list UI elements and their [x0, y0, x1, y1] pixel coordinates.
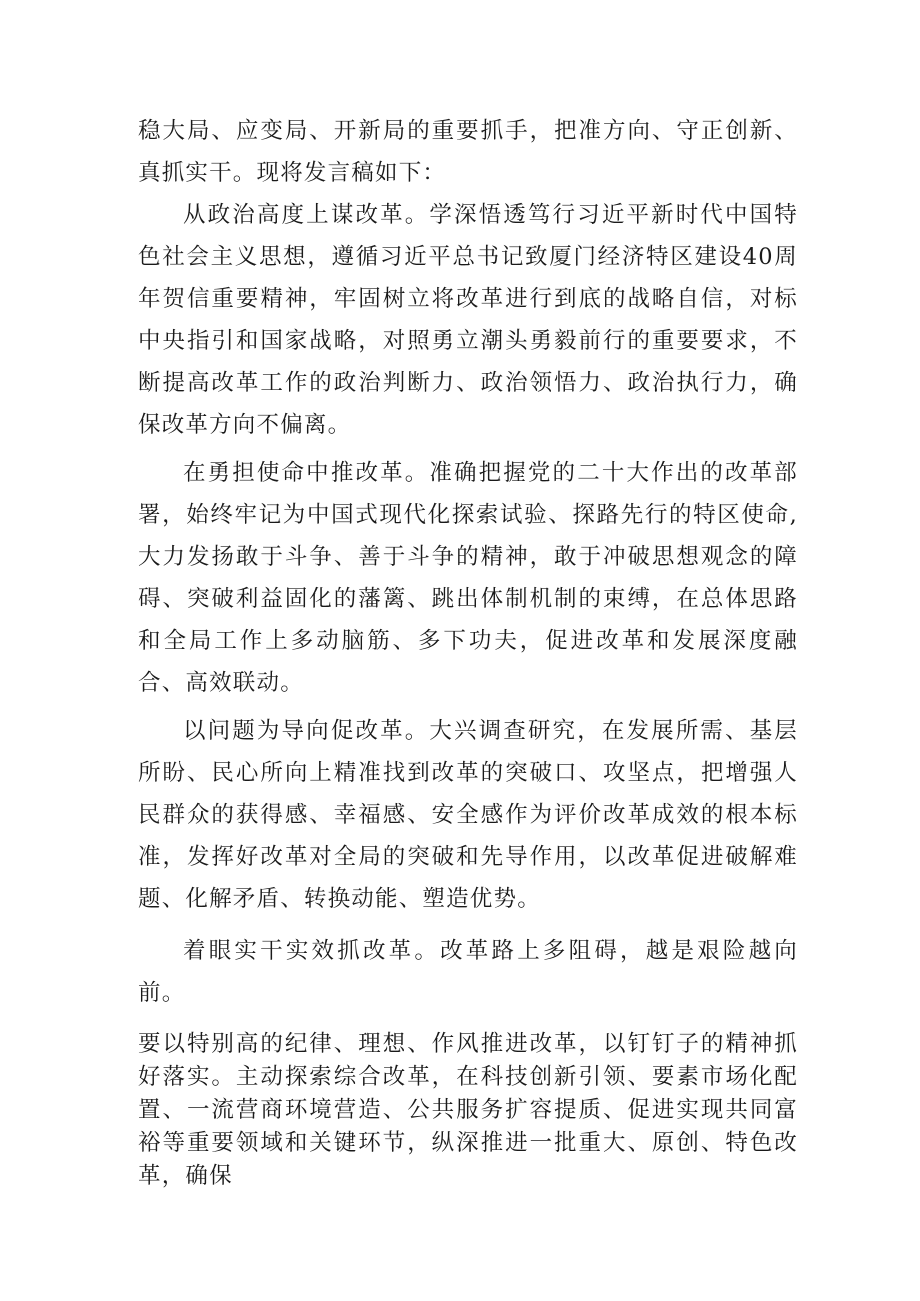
paragraph-political-height: 从政治高度上谋改革。学深悟透笃行习近平新时代中国特色社会主义思想，遵循习近平总书记致厦门经济特区建设40周年贺信重要精神，牢固树立将改革进行到底的战略自信，对标中央指引和国家战略，对照勇立潮头勇毅前行的重要要求，不断提高改革工作的政治判断力、政治领悟力、政治执行力，确保改革方向不偏离。	[138, 202, 798, 438]
paragraph-problem-oriented: 以问题为导向促改革。大兴调查研究，在发展所需、基层所盼、民心所向上精准找到改革的突破口、攻坚点，把增强人民群众的获得感、幸福感、安全感作为评价改革成效的根本标准，发挥好改革对全局的突破和先导作用，以改革促进破解难题、化解矛盾、转换动能、塑造优势。	[138, 718, 798, 912]
paragraph-practical-body: 要以特别高的纪律、理想、作风推进改革，以钉钉子的精神抓好落实。主动探索综合改革，在科技创新引领、要素市场化配置、一流营商环境营造、公共服务扩容提质、促进实现共同富裕等重要领域和关键环节，纵深推进一批重大、原创、特色改革，确保	[138, 1031, 798, 1189]
paragraph-intro: 稳大局、应变局、开新局的重要抓手，把准方向、守正创新、真抓实干。现将发言稿如下：	[138, 118, 798, 186]
document-body	[138, 110, 798, 1193]
paragraph-practical-heading: 着眼实干实效抓改革。改革路上多阻碍，越是艰险越向前。	[138, 938, 798, 1006]
paragraph-mission: 在勇担使命中推改革。准确把握党的二十大作出的改革部署，始终牢记为中国式现代化探索试验、探路先行的特区使命,大力发扬敢于斗争、善于斗争的精神，敢于冲破思想观念的障碍、突破利益固化的藩篱、跳出体制机制的束缚，在总体思路和全局工作上多动脑筋、多下功夫，促进改革和发展深度融合、高效联动。	[138, 460, 798, 696]
